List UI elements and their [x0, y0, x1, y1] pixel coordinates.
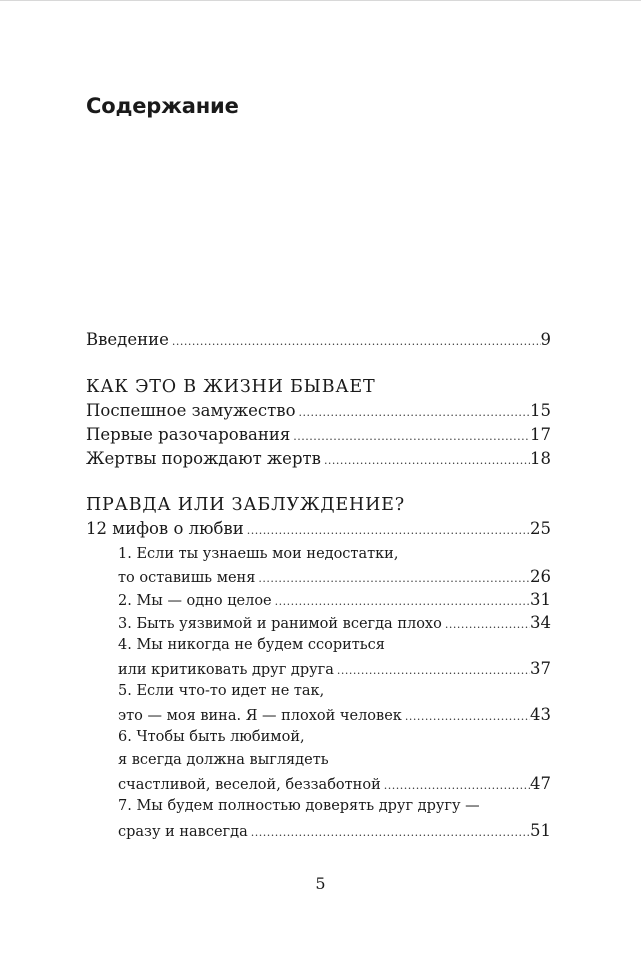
dot-leader	[169, 331, 541, 353]
section-heading-2: ПРАВДА ИЛИ ЗАБЛУЖДЕНИЕ?	[86, 495, 405, 515]
toc-subentry[interactable]	[118, 704, 551, 728]
toc-entry-page: 9	[540, 330, 551, 349]
toc-subentry[interactable]	[118, 658, 551, 682]
section-heading-1: КАК ЭТО В ЖИЗНИ БЫВАЕТ	[86, 377, 376, 397]
dot-leader	[321, 450, 530, 472]
dot-leader	[290, 426, 530, 448]
toc-subentry-line: я всегда должна выглядеть	[118, 752, 329, 768]
toc-entry-label: 3. Быть уязвимой и ранимой всегда плохо	[118, 616, 442, 632]
page-number: 5	[315, 874, 326, 893]
toc-entry-label: Первые разочарования	[86, 425, 291, 444]
dot-leader	[402, 706, 530, 728]
toc-subentry-line: 7. Мы будем полностью доверять друг другу —	[118, 798, 480, 814]
toc-entry-label: то оставишь меня	[118, 570, 256, 586]
toc-entry[interactable]	[86, 448, 551, 472]
toc-entry-label: Поспешное замужество	[86, 401, 296, 420]
dot-leader	[442, 614, 530, 636]
dot-leader	[296, 402, 530, 424]
toc-entry-page: 47	[530, 774, 551, 793]
toc-entry-chapter[interactable]	[86, 518, 551, 542]
toc-entry-page: 25	[530, 519, 551, 538]
toc-entry-label: 2. Мы — одно целое	[118, 593, 272, 609]
toc-entry-label: или критиковать друг друга	[118, 662, 334, 678]
dot-leader	[381, 775, 530, 797]
toc-subentry-line: 6. Чтобы быть любимой,	[118, 729, 305, 745]
toc-entry-page: 17	[530, 425, 551, 444]
toc-subentry-line: 1. Если ты узнаешь мои недостатки,	[118, 546, 399, 562]
toc-entry-label: Жертвы порождают жертв	[86, 449, 321, 468]
toc-entry-label: 12 мифов о любви	[86, 519, 244, 538]
dot-leader	[272, 591, 530, 613]
toc-entry-page: 18	[530, 449, 551, 468]
dot-leader	[244, 520, 530, 542]
toc-entry[interactable]	[86, 424, 551, 448]
toc-subentry-line: 5. Если что-то идет не так,	[118, 683, 325, 699]
toc-entry-page: 43	[530, 705, 551, 724]
toc-entry-page: 34	[530, 613, 551, 632]
toc-entry-page: 15	[530, 401, 551, 420]
toc-entry-label: сразу и навсегда	[118, 824, 248, 840]
toc-entry-page: 51	[530, 821, 551, 840]
toc-entry[interactable]	[86, 400, 551, 424]
toc-entry-page: 37	[530, 659, 551, 678]
page-top-border	[0, 0, 641, 1]
toc-subentry[interactable]	[118, 820, 551, 844]
dot-leader	[334, 660, 530, 682]
toc-subentry[interactable]	[118, 589, 551, 613]
dot-leader	[248, 822, 530, 844]
toc-entry-label: Введение	[86, 330, 169, 349]
toc-subentry[interactable]	[118, 773, 551, 797]
toc-entry-page: 26	[530, 567, 551, 586]
toc-subentry[interactable]	[118, 566, 551, 590]
dot-leader	[255, 568, 530, 590]
toc-entry-label: счастливой, веселой, беззаботной	[118, 777, 381, 793]
toc-entry-page: 31	[530, 590, 551, 609]
page-title: Содержание	[86, 94, 239, 118]
toc-subentry[interactable]	[118, 612, 551, 636]
toc-entry-intro[interactable]	[86, 329, 551, 353]
toc-subentry-line: 4. Мы никогда не будем ссориться	[118, 637, 385, 653]
toc-entry-label: это — моя вина. Я — плохой человек	[118, 708, 402, 724]
